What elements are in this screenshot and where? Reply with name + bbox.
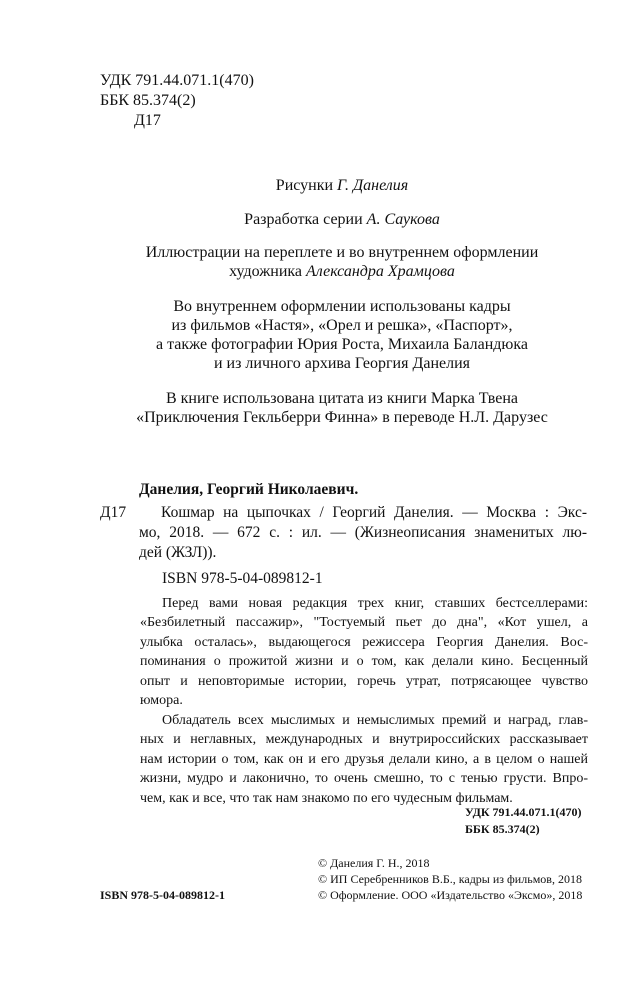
credit-illustrations-line-2 (0, 262, 644, 281)
header-author-mark: Д17 (134, 112, 161, 129)
copyright-line-2: © ИП Серебренников В.Б., кадры из фильмов, 2018 (318, 872, 582, 886)
annotation-p2-line-4: жизни, мудро и лаконично, то очень смешно, то с тенью грусти. Впро- (140, 771, 588, 786)
annotation-p2-line-1: Обладатель всех мыслимых и немыслимых премий и наград, глав- (162, 713, 588, 728)
credit-frames-line-2: из фильмов «Настя», «Орел и решка», «Паспорт», (171, 317, 513, 334)
credit-frames-line-4: и из личного архива Георгия Данелия (213, 355, 471, 372)
annotation-udk: УДК 791.44.071.1(470) (465, 805, 582, 819)
annotation-p1-line-5: опыт и неповторимые истории, горечь утрат, потрясающее чувство (140, 674, 588, 689)
credit-quote-line-1: В книге использована цитата из книги Марка Твена (165, 390, 518, 407)
copyright-line-3: © Оформление. ООО «Издательство «Эксмо», 2018 (318, 888, 583, 902)
credit-drawings (0, 176, 644, 195)
annotation-p1-line-4: поминания о прожитой жизни и о том, как делали кино. Бесценный (140, 654, 588, 669)
copyright-isbn: ISBN 978-5-04-089812-1 (100, 888, 225, 902)
credit-series-name: А. Саукова (366, 211, 440, 228)
catalog-mark: Д17 (100, 504, 127, 521)
annotation-p1-line-3: улыбка осталась», выдающегося режиссера Георгия Данелия. Вос- (140, 635, 588, 650)
catalog-description-line-3: дей (ЖЗЛ)). (139, 544, 217, 561)
annotation-bbk: ББК 85.374(2) (465, 822, 540, 836)
annotation-p1-line-1: Перед вами новая редакция трех книг, ставших бестселлерами: (162, 596, 588, 611)
credit-drawings-label: Рисунки (275, 177, 338, 194)
credit-series-label: Разработка серии (244, 211, 367, 228)
credit-series (0, 210, 644, 229)
credit-illustrations-line-1: Иллюстрации на переплете и во внутреннем оформлении (145, 244, 539, 261)
credit-illustrations-label: художника (229, 263, 307, 280)
copyright-line-1: © Данелия Г. Н., 2018 (318, 856, 430, 870)
catalog-isbn: ISBN 978-5-04-089812-1 (162, 570, 323, 587)
catalog-description-line-2: мо, 2018. — 672 с. : ил. — (Жизнеописания знаменитых лю- (139, 524, 587, 541)
credit-frames-line-3: а также фотографии Юрия Роста, Михаила Баландюка (156, 336, 528, 353)
catalog-description-line-1: Кошмар на цыпочках / Георгий Данелия. — Москва : Экс- (161, 504, 587, 521)
annotation-p2-line-5: чем, как и все, что так нам знакомо по его чудесным фильмам. (140, 791, 513, 806)
annotation-p2-line-2: ных и неглавных, международных и внутрироссийских рассказывает (140, 732, 588, 747)
header-udk: УДК 791.44.071.1(470) (100, 72, 254, 89)
credit-quote-line-2: «Приключения Гекльберри Финна» в переводе Н.Л. Дарузес (136, 409, 548, 426)
catalog-author-heading: Данелия, Георгий Николаевич. (139, 481, 359, 498)
credit-frames-line-1: Во внутреннем оформлении использованы кадры (173, 298, 511, 315)
header-bbk: ББК 85.374(2) (100, 92, 196, 109)
annotation-p1-line-6: юмора. (140, 693, 183, 708)
annotation-p1-line-2: «Безбилетный пассажир», "Тостуемый пьет до дна", «Кот ушел, а (140, 615, 588, 630)
annotation-p2-line-3: нам истории о том, как он и его друзья делали кино, а в целом о нашей (140, 752, 588, 767)
credit-illustrations-name: Александра Храмцова (306, 263, 455, 280)
credit-drawings-name: Г. Данелия (337, 177, 409, 194)
